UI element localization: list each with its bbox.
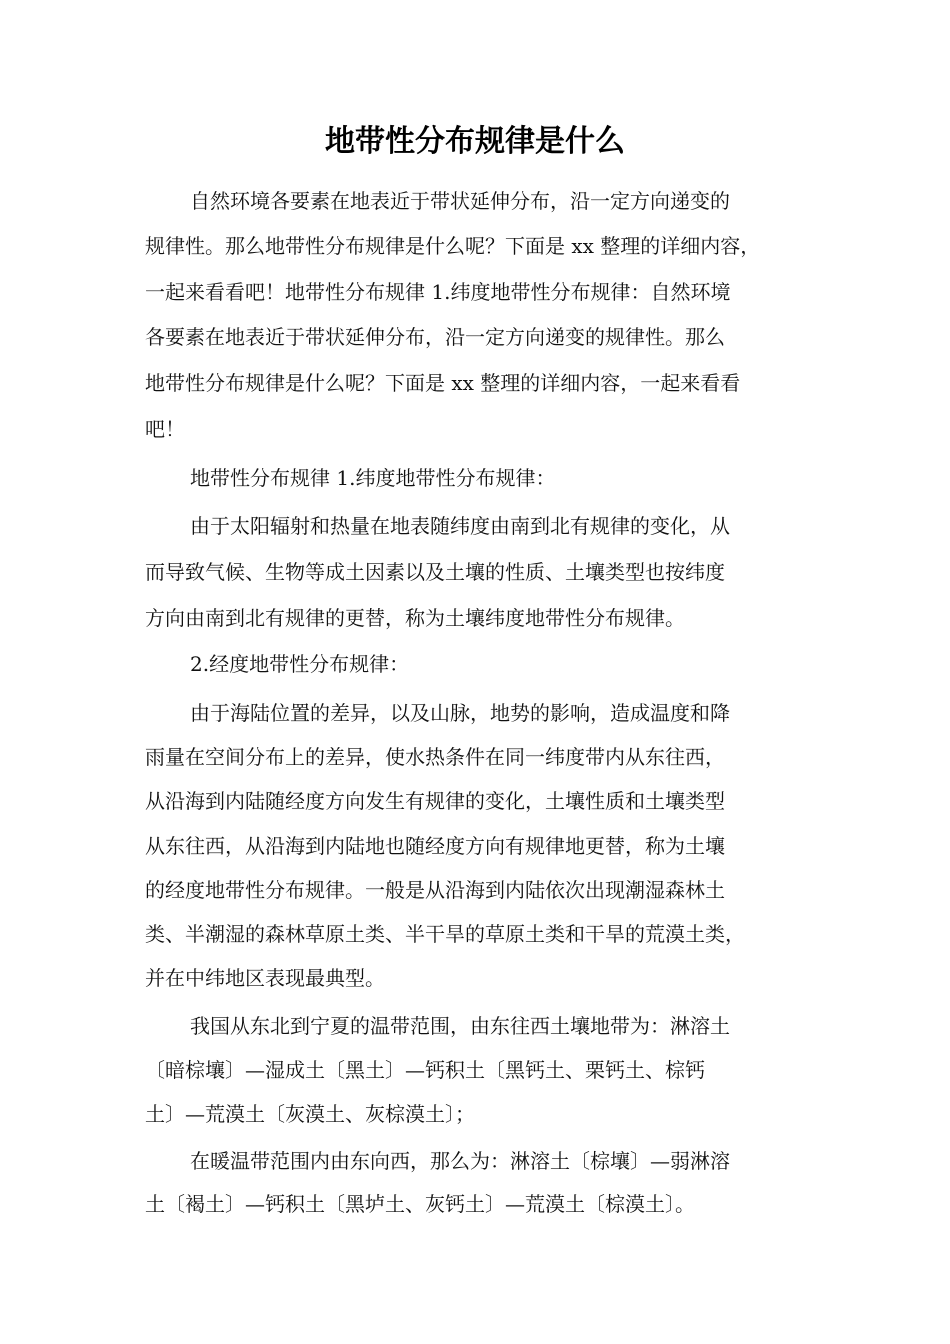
paragraph-line: 的经度地带性分布规律。一般是从沿海到内陆依次出现潮湿森林土 <box>145 878 725 902</box>
paragraph-line: 〔暗棕壤〕—湿成土〔黑土〕—钙积土〔黑钙土、栗钙土、棕钙 <box>145 1058 705 1082</box>
paragraph-line: 一起来看看吧！地带性分布规律 1.纬度地带性分布规律：自然环境 <box>145 280 731 304</box>
page-title: 地带性分布规律是什么 <box>325 124 625 159</box>
paragraph-line: 我国从东北到宁夏的温带范围，由东往西土壤地带为：淋溶土 <box>190 1014 730 1038</box>
paragraph-line: 土〔褐土〕—钙积土〔黑垆土、灰钙土〕—荒漠土〔棕漠土〕。 <box>145 1192 695 1216</box>
paragraph-line: 规律性。那么地带性分布规律是什么呢？下面是 xx 整理的详细内容， <box>145 234 761 258</box>
paragraph-line: 类、半潮湿的森林草原土类、半干旱的草原土类和干旱的荒漠土类， <box>145 922 745 946</box>
paragraph-line: 吧！ <box>145 417 185 441</box>
paragraph-line: 而导致气候、生物等成土因素以及土壤的性质、土壤类型也按纬度 <box>145 560 725 584</box>
paragraph-line: 并在中纬地区表现最典型。 <box>145 966 385 990</box>
paragraph-line: 土〕—荒漠土〔灰漠土、灰棕漠土〕； <box>145 1102 475 1126</box>
paragraph-line: 方向由南到北有规律的更替，称为土壤纬度地带性分布规律。 <box>145 606 685 630</box>
paragraph-line: 2.经度地带性分布规律： <box>190 652 410 676</box>
paragraph-line: 地带性分布规律 1.纬度地带性分布规律： <box>190 466 556 490</box>
paragraph-line: 从沿海到内陆随经度方向发生有规律的变化，土壤性质和土壤类型 <box>145 789 725 813</box>
paragraph-line: 自然环境各要素在地表近于带状延伸分布，沿一定方向递变的 <box>190 189 730 213</box>
paragraph-line: 地带性分布规律是什么呢？下面是 xx 整理的详细内容，一起来看看 <box>145 371 741 395</box>
paragraph-line: 各要素在地表近于带状延伸分布，沿一定方向递变的规律性。那么 <box>145 325 725 349</box>
paragraph-line: 在暖温带范围内由东向西，那么为：淋溶土〔棕壤〕—弱淋溶 <box>190 1149 730 1173</box>
paragraph-line: 由于太阳辐射和热量在地表随纬度由南到北有规律的变化，从 <box>190 514 730 538</box>
paragraph-line: 从东往西，从沿海到内陆地也随经度方向有规律地更替，称为土壤 <box>145 834 725 858</box>
paragraph-line: 由于海陆位置的差异，以及山脉，地势的影响，造成温度和降 <box>190 701 730 725</box>
paragraph-line: 雨量在空间分布上的差异，使水热条件在同一纬度带内从东往西， <box>145 745 725 769</box>
